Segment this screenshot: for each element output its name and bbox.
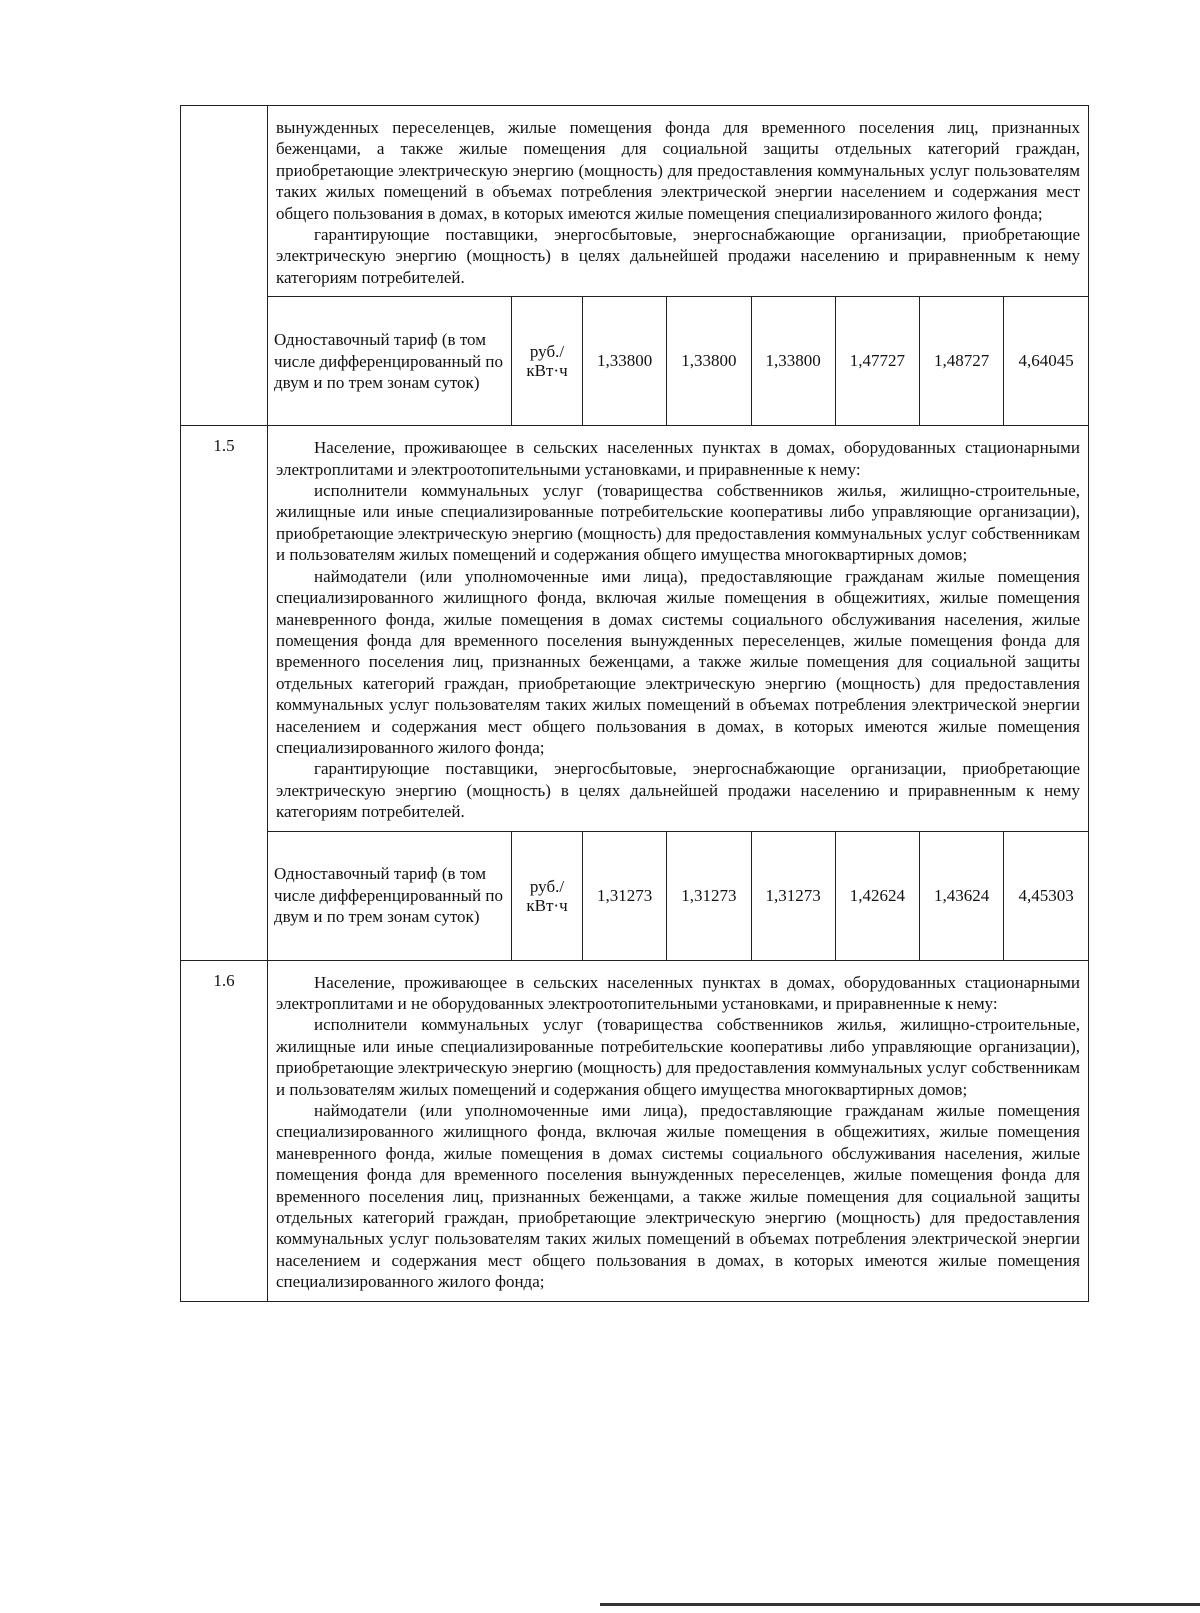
tariff-unit: руб./ кВт·ч bbox=[512, 831, 583, 960]
table-row bbox=[181, 426, 1089, 960]
row-body bbox=[268, 426, 1089, 960]
row-number bbox=[181, 106, 268, 426]
tariff-unit: руб./ кВт·ч bbox=[512, 297, 583, 426]
table-row bbox=[181, 960, 1089, 1301]
tariff-table bbox=[180, 105, 1089, 1302]
paragraph: исполнители коммунальных услуг (товарищества собственников жилья, жилищно-строительные, жилищные или иные специализированные потребительские кооперативы либо управляющие организации), приобретающие электрическую энергию (мощность) для предоставления коммунальных услуг собственникам и пользователям жилых помещений и содержания общего имущества многоквартирных домов; bbox=[276, 1015, 1080, 1099]
tariff-row bbox=[268, 297, 1088, 426]
paragraph: вынужденных переселенцев, жилые помещения фонда для временного поселения лиц, признанных беженцами, а также жилые помещения для социальной защиты отдельных категорий граждан, приобретающие электрическую энергию (мощность) для предоставления коммунальных услуг пользователям таких жилых помещений в объемах потребления электрической энергии населением и содержания мест общего пользования в домах, в которых имеются жилые помещения специализированного жилого фонда; bbox=[276, 118, 1080, 223]
tariff-name: Одноставочный тариф (в том числе дифференцированный по двум и по трем зонам суток) bbox=[268, 831, 512, 960]
paragraph: наймодатели (или уполномоченные ими лица), предоставляющие гражданам жилые помещения специализированного жилищного фонда, включая жилые помещения в общежитиях, жилые помещения маневренного фонда, жилые помещения в домах системы социального обслуживания населения, жилые помещения фонда для временного поселения вынужденных переселенцев, жилые помещения фонда для временного поселения лиц, признанных беженцами, а также жилые помещения для социальной защиты отдельных категорий граждан, приобретающие электрическую энергию (мощность) для предоставления коммунальных услуг пользователям таких жилых помещений в объемах потребления электрической энергии населением и содержания мест общего пользования в домах, в которых имеются жилые помещения специализированного жилого фонда; bbox=[276, 1101, 1080, 1292]
tariff-value: 1,48727 bbox=[920, 297, 1004, 426]
tariff-value: 4,64045 bbox=[1004, 297, 1088, 426]
paragraph: наймодатели (или уполномоченные ими лица), предоставляющие гражданам жилые помещения специализированного жилищного фонда, включая жилые помещения в общежитиях, жилые помещения маневренного фонда, жилые помещения в домах системы социального обслуживания населения, жилые помещения фонда для временного поселения вынужденных переселенцев, жилые помещения фонда для временного поселения лиц, признанных беженцами, а также жилые помещения для социальной защиты отдельных категорий граждан, приобретающие электрическую энергию (мощность) для предоставления коммунальных услуг пользователям таких жилых помещений в объемах потребления электрической энергии населением и содержания мест общего пользования в домах, в которых имеются жилые помещения специализированного жилого фонда; bbox=[276, 566, 1080, 757]
paragraph: гарантирующие поставщики, энергосбытовые, энергоснабжающие организации, приобретающие электрическую энергию (мощность) в целях дальнейшей продажи населению и приравненным к нему категориям потребителей. bbox=[276, 759, 1080, 822]
tariff-value: 1,43624 bbox=[920, 831, 1004, 960]
tariff-subtable bbox=[268, 831, 1088, 960]
tariff-value: 1,42624 bbox=[835, 831, 919, 960]
tariff-name: Одноставочный тариф (в том числе дифференцированный по двум и по трем зонам суток) bbox=[268, 297, 512, 426]
paragraph: исполнители коммунальных услуг (товарищества собственников жилья, жилищно-строительные, жилищные или иные специализированные потребительские кооперативы либо управляющие организации), приобретающие электрическую энергию (мощность) для предоставления коммунальных услуг собственникам и пользователям жилых помещений и содержания общего имущества многоквартирных домов; bbox=[276, 481, 1080, 565]
table-row bbox=[181, 106, 1089, 426]
row-body bbox=[268, 960, 1089, 1301]
paragraph: Население, проживающее в сельских населенных пунктах в домах, оборудованных стационарными электроплитами и электроотопительными установками, и приравненные к нему: bbox=[276, 438, 1080, 479]
tariff-value: 1,47727 bbox=[835, 297, 919, 426]
tariff-value: 1,31273 bbox=[667, 831, 751, 960]
tariff-value: 4,45303 bbox=[1004, 831, 1088, 960]
row-description bbox=[268, 961, 1088, 1301]
row-body bbox=[268, 106, 1089, 426]
row-number: 1.6 bbox=[181, 960, 268, 1301]
tariff-value: 1,33800 bbox=[583, 297, 667, 426]
tariff-subtable bbox=[268, 296, 1088, 425]
row-description bbox=[268, 106, 1088, 296]
tariff-value: 1,33800 bbox=[751, 297, 835, 426]
scan-edge-line bbox=[600, 1603, 1200, 1606]
paragraph: Население, проживающее в сельских населенных пунктах в домах, оборудованных стационарными электроплитами и не оборудованных электроотопительными установками, и приравненные к нему: bbox=[276, 972, 1080, 1013]
tariff-value: 1,31273 bbox=[583, 831, 667, 960]
row-description bbox=[268, 426, 1088, 830]
paragraph: гарантирующие поставщики, энергосбытовые, энергоснабжающие организации, приобретающие электрическую энергию (мощность) в целях дальнейшей продажи населению и приравненным к нему категориям потребителей. bbox=[276, 225, 1080, 287]
tariff-value: 1,31273 bbox=[751, 831, 835, 960]
tariff-value: 1,33800 bbox=[667, 297, 751, 426]
tariff-row bbox=[268, 831, 1088, 960]
row-number: 1.5 bbox=[181, 426, 268, 960]
